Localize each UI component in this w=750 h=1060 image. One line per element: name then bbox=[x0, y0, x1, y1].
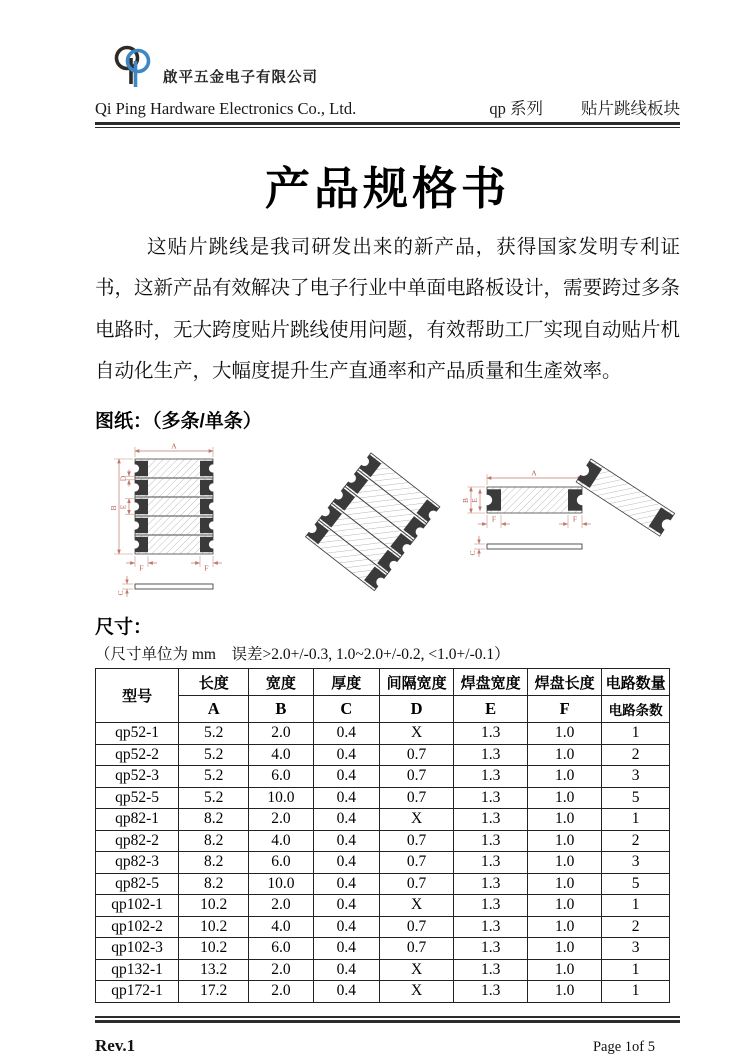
value-cell: 0.4 bbox=[313, 766, 380, 788]
value-cell: 1.3 bbox=[454, 809, 528, 831]
multi-strip-rotated-drawing bbox=[302, 450, 444, 593]
value-cell: 1 bbox=[602, 895, 670, 917]
value-cell: 1.3 bbox=[454, 938, 528, 960]
value-cell: 1.3 bbox=[454, 916, 528, 938]
value-cell: 1.3 bbox=[454, 830, 528, 852]
header-divider bbox=[95, 122, 680, 128]
value-cell: 1.0 bbox=[528, 916, 602, 938]
value-cell: 2.0 bbox=[249, 895, 313, 917]
technical-drawings bbox=[95, 439, 680, 610]
model-cell: qp102-2 bbox=[96, 916, 179, 938]
column-header: 间隔宽度 bbox=[380, 669, 454, 696]
value-cell: 6.0 bbox=[249, 938, 313, 960]
value-cell: 1.3 bbox=[454, 981, 528, 1003]
table-row bbox=[96, 895, 670, 917]
product-line-name: 贴片跳线板块 bbox=[581, 99, 680, 118]
table-row bbox=[96, 744, 670, 766]
value-cell: 5 bbox=[602, 873, 670, 895]
value-cell: 1.0 bbox=[528, 959, 602, 981]
column-subheader: A bbox=[179, 696, 249, 723]
multi-strip-front-drawing bbox=[109, 442, 222, 598]
value-cell: 1.0 bbox=[528, 895, 602, 917]
value-cell: 1.0 bbox=[528, 744, 602, 766]
value-cell: 1.3 bbox=[454, 766, 528, 788]
model-cell: qp102-1 bbox=[96, 895, 179, 917]
value-cell: 8.2 bbox=[179, 830, 249, 852]
value-cell: 1.3 bbox=[454, 852, 528, 874]
header-subrow bbox=[95, 95, 680, 119]
value-cell: 0.4 bbox=[313, 873, 380, 895]
value-cell: 3 bbox=[602, 938, 670, 960]
footer bbox=[95, 1036, 680, 1056]
model-cell: qp102-3 bbox=[96, 938, 179, 960]
value-cell: 1.3 bbox=[454, 723, 528, 745]
drawing-section-heading: 图纸：（多条/单条） bbox=[95, 411, 262, 433]
svg-text:B: B bbox=[461, 498, 470, 504]
value-cell: 2.0 bbox=[249, 981, 313, 1003]
column-subheader: B bbox=[249, 696, 313, 723]
single-strip-front-drawing bbox=[461, 469, 591, 558]
value-cell: 6.0 bbox=[249, 852, 313, 874]
table-row bbox=[96, 809, 670, 831]
value-cell: 17.2 bbox=[179, 981, 249, 1003]
value-cell: 0.4 bbox=[313, 723, 380, 745]
model-column-header: 型号 bbox=[96, 669, 179, 723]
value-cell: 5.2 bbox=[179, 787, 249, 809]
value-cell: 1.0 bbox=[528, 766, 602, 788]
table-header-row-2 bbox=[96, 696, 670, 723]
value-cell: 8.2 bbox=[179, 809, 249, 831]
value-cell: 2 bbox=[602, 916, 670, 938]
jumper-drawings-figure bbox=[95, 439, 680, 605]
series-name: qp 系列 bbox=[489, 99, 543, 118]
column-subheader: C bbox=[313, 696, 380, 723]
table-row bbox=[96, 938, 670, 960]
value-cell: 0.7 bbox=[380, 873, 454, 895]
value-cell: 1.0 bbox=[528, 873, 602, 895]
value-cell: 1.0 bbox=[528, 981, 602, 1003]
table-header-row-1 bbox=[96, 669, 670, 696]
table-row bbox=[96, 981, 670, 1003]
company-logo-icon bbox=[111, 42, 157, 90]
svg-text:E: E bbox=[118, 505, 128, 510]
table-row bbox=[96, 766, 670, 788]
value-cell: 2.0 bbox=[249, 959, 313, 981]
value-cell: 1.0 bbox=[528, 830, 602, 852]
table-row bbox=[96, 873, 670, 895]
value-cell: 0.4 bbox=[313, 744, 380, 766]
value-cell: 10.2 bbox=[179, 895, 249, 917]
value-cell: 10.2 bbox=[179, 938, 249, 960]
model-cell: qp82-5 bbox=[96, 873, 179, 895]
value-cell: 0.4 bbox=[313, 895, 380, 917]
value-cell: 0.4 bbox=[313, 787, 380, 809]
company-name-cn: 啟平五金电子有限公司 bbox=[163, 70, 318, 86]
column-subheader: E bbox=[454, 696, 528, 723]
value-cell: 5.2 bbox=[179, 744, 249, 766]
model-cell: qp172-1 bbox=[96, 981, 179, 1003]
value-cell: 13.2 bbox=[179, 959, 249, 981]
model-cell: qp52-3 bbox=[96, 766, 179, 788]
value-cell: 1.3 bbox=[454, 895, 528, 917]
document-header bbox=[95, 40, 680, 128]
column-header: 焊盘宽度 bbox=[454, 669, 528, 696]
value-cell: 5 bbox=[602, 787, 670, 809]
value-cell: 4.0 bbox=[249, 830, 313, 852]
spec-table bbox=[95, 668, 670, 1003]
value-cell: 1 bbox=[602, 959, 670, 981]
value-cell: 1.0 bbox=[528, 809, 602, 831]
value-cell: X bbox=[380, 895, 454, 917]
series-label bbox=[489, 95, 680, 119]
value-cell: 2.0 bbox=[249, 809, 313, 831]
value-cell: 0.4 bbox=[313, 959, 380, 981]
value-cell: 1.3 bbox=[454, 959, 528, 981]
value-cell: X bbox=[380, 723, 454, 745]
value-cell: 3 bbox=[602, 852, 670, 874]
value-cell: 8.2 bbox=[179, 873, 249, 895]
value-cell: 0.7 bbox=[380, 938, 454, 960]
logo-row bbox=[111, 40, 680, 90]
column-subheader: 电路条数 bbox=[602, 696, 670, 723]
value-cell: 10.0 bbox=[249, 873, 313, 895]
value-cell: 10.0 bbox=[249, 787, 313, 809]
value-cell: 5.2 bbox=[179, 723, 249, 745]
model-cell: qp82-2 bbox=[96, 830, 179, 852]
value-cell: 2.0 bbox=[249, 723, 313, 745]
svg-text:C: C bbox=[116, 590, 125, 596]
value-cell: 3 bbox=[602, 766, 670, 788]
intro-paragraph: 这贴片跳线是我司研发出来的新产品，获得国家发明专利证书，这新产品有效解决了电子行业中单面电路板设计，需要跨过多条电路时，无大跨度贴片跳线使用问题，有效帮助工厂实现自动贴片机自动化生产，大幅度提升生产直通率和产品质量和生產效率。 bbox=[95, 237, 681, 382]
company-name-en: Qi Ping Hardware Electronics Co., Ltd. bbox=[95, 99, 357, 118]
revision-label: Rev.1 bbox=[95, 1035, 136, 1055]
value-cell: 1.3 bbox=[454, 744, 528, 766]
svg-text:A: A bbox=[531, 468, 537, 478]
value-cell: 6.0 bbox=[249, 766, 313, 788]
value-cell: 0.4 bbox=[313, 852, 380, 874]
svg-text:F: F bbox=[572, 514, 578, 524]
column-header: 长度 bbox=[179, 669, 249, 696]
svg-text:A: A bbox=[171, 441, 177, 451]
value-cell: X bbox=[380, 981, 454, 1003]
table-row bbox=[96, 787, 670, 809]
value-cell: 1.3 bbox=[454, 873, 528, 895]
svg-text:B: B bbox=[109, 505, 118, 511]
table-row bbox=[96, 959, 670, 981]
single-strip-rotated-drawing bbox=[572, 456, 680, 539]
value-cell: 2 bbox=[602, 744, 670, 766]
series-gap bbox=[543, 95, 581, 119]
model-cell: qp52-5 bbox=[96, 787, 179, 809]
value-cell: 5.2 bbox=[179, 766, 249, 788]
value-cell: 2 bbox=[602, 830, 670, 852]
value-cell: 1.0 bbox=[528, 938, 602, 960]
size-section-heading: 尺寸： bbox=[95, 617, 153, 639]
svg-text:D: D bbox=[118, 476, 128, 482]
value-cell: 0.7 bbox=[380, 787, 454, 809]
value-cell: 8.2 bbox=[179, 852, 249, 874]
column-header: 焊盘长度 bbox=[528, 669, 602, 696]
value-cell: 0.4 bbox=[313, 938, 380, 960]
value-cell: 1 bbox=[602, 809, 670, 831]
svg-text:F: F bbox=[491, 514, 497, 524]
column-header: 宽度 bbox=[249, 669, 313, 696]
value-cell: 0.7 bbox=[380, 852, 454, 874]
value-cell: 1.0 bbox=[528, 723, 602, 745]
value-cell: X bbox=[380, 809, 454, 831]
value-cell: 1 bbox=[602, 981, 670, 1003]
table-row bbox=[96, 723, 670, 745]
size-tolerance-note: （尺寸单位为 mm 误差>2.0+/-0.3, 1.0~2.0+/-0.2, <1.0+/-0.1） bbox=[95, 646, 510, 664]
value-cell: 0.4 bbox=[313, 830, 380, 852]
model-cell: qp132-1 bbox=[96, 959, 179, 981]
column-header: 厚度 bbox=[313, 669, 380, 696]
value-cell: 0.7 bbox=[380, 916, 454, 938]
value-cell: 1.3 bbox=[454, 787, 528, 809]
table-row bbox=[96, 830, 670, 852]
value-cell: 0.7 bbox=[380, 766, 454, 788]
model-cell: qp82-3 bbox=[96, 852, 179, 874]
value-cell: 1.0 bbox=[528, 787, 602, 809]
model-cell: qp52-2 bbox=[96, 744, 179, 766]
value-cell: 1 bbox=[602, 723, 670, 745]
footer-divider bbox=[95, 1016, 680, 1023]
svg-text:E: E bbox=[470, 498, 479, 504]
table-row bbox=[96, 852, 670, 874]
value-cell: 0.4 bbox=[313, 809, 380, 831]
model-cell: qp52-1 bbox=[96, 723, 179, 745]
value-cell: 1.0 bbox=[528, 852, 602, 874]
value-cell: X bbox=[380, 959, 454, 981]
svg-text:F: F bbox=[139, 563, 144, 573]
column-subheader: F bbox=[528, 696, 602, 723]
svg-text:F: F bbox=[204, 563, 209, 573]
column-subheader: D bbox=[380, 696, 454, 723]
page-title: 产品规格书 bbox=[264, 163, 510, 214]
spec-table-body bbox=[96, 723, 670, 1003]
value-cell: 4.0 bbox=[249, 744, 313, 766]
value-cell: 0.7 bbox=[380, 744, 454, 766]
table-row bbox=[96, 916, 670, 938]
value-cell: 0.4 bbox=[313, 981, 380, 1003]
value-cell: 10.2 bbox=[179, 916, 249, 938]
page-number: Page 1of 5 bbox=[592, 1038, 655, 1055]
value-cell: 4.0 bbox=[249, 916, 313, 938]
value-cell: 0.7 bbox=[380, 830, 454, 852]
column-header: 电路数量 bbox=[602, 669, 670, 696]
svg-text:C: C bbox=[468, 550, 477, 556]
value-cell: 0.4 bbox=[313, 916, 380, 938]
model-cell: qp82-1 bbox=[96, 809, 179, 831]
